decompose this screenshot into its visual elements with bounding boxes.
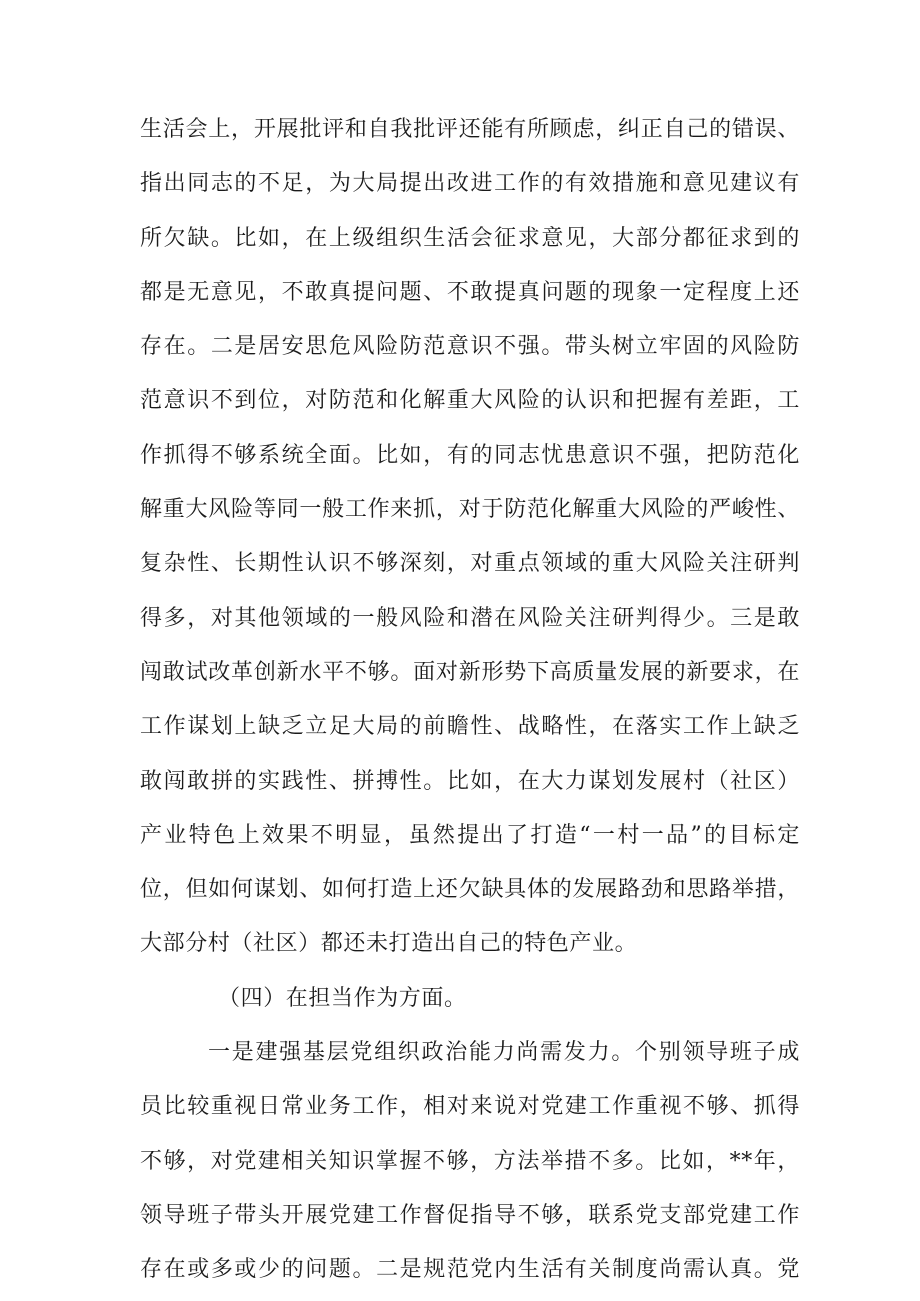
text-line: 产业特色上效果不明显，虽然提出了打造“一村一品”的目标定 <box>140 822 800 848</box>
text-line: 一是建强基层党组织政治能力尚需发力。个别领导班子成 <box>208 1040 800 1066</box>
paragraph-criticism-and-risk <box>140 103 800 972</box>
text-line: 不够，对党建相关知识掌握不够，方法举措不多。比如，**年， <box>140 1148 800 1174</box>
text-line: 大部分村（社区）都还未打造出自己的特色产业。 <box>140 931 638 957</box>
section-heading: （四）在担当作为方面。 <box>218 985 467 1011</box>
text-line: 敢闯敢拼的实践性、拼搏性。比如，在大力谋划发展村（社区） <box>140 768 800 794</box>
text-line: 存在。二是居安思危风险防范意识不强。带头树立牢固的风险防 <box>140 334 800 360</box>
text-line: 复杂性、长期性认识不够深刻，对重点领域的重大风险关注研判 <box>140 551 800 577</box>
text-line: 所欠缺。比如，在上级组织生活会征求意见，大部分都征求到的 <box>140 225 800 251</box>
text-line: 领导班子带头开展党建工作督促指导不够，联系党支部党建工作 <box>140 1202 800 1228</box>
text-line: 生活会上，开展批评和自我批评还能有所顾虑，纠正自己的错误、 <box>140 117 800 142</box>
text-line: 存在或多或少的问题。二是规范党内生活有关制度尚需认真。党 <box>140 1257 800 1283</box>
text-line: 工作谋划上缺乏立足大局的前瞻性、战略性，在落实工作上缺乏 <box>140 714 800 740</box>
paragraph-responsibility <box>140 1026 800 1297</box>
text-line: 员比较重视日常业务工作，相对来说对党建工作重视不够、抓得 <box>140 1094 800 1120</box>
text-line: 都是无意见，不敢真提问题、不敢提真问题的现象一定程度上还 <box>140 279 800 305</box>
text-line: 范意识不到位，对防范和化解重大风险的认识和把握有差距，工 <box>140 388 800 414</box>
text-line: 解重大风险等同一般工作来抓，对于防范化解重大风险的严峻性、 <box>140 497 800 523</box>
text-line: 作抓得不够系统全面。比如，有的同志忧患意识不强，把防范化 <box>140 442 800 468</box>
document-body <box>140 103 800 1298</box>
text-line: 闯敢试改革创新水平不够。面对新形势下高质量发展的新要求，在 <box>140 659 800 685</box>
text-line: 指出同志的不足，为大局提出改进工作的有效措施和意见建议有 <box>140 171 800 197</box>
text-line: 位，但如何谋划、如何打造上还欠缺具体的发展路劲和思路举措， <box>140 877 800 903</box>
text-line: 得多，对其他领域的一般风险和潜在风险关注研判得少。三是敢 <box>140 605 800 631</box>
